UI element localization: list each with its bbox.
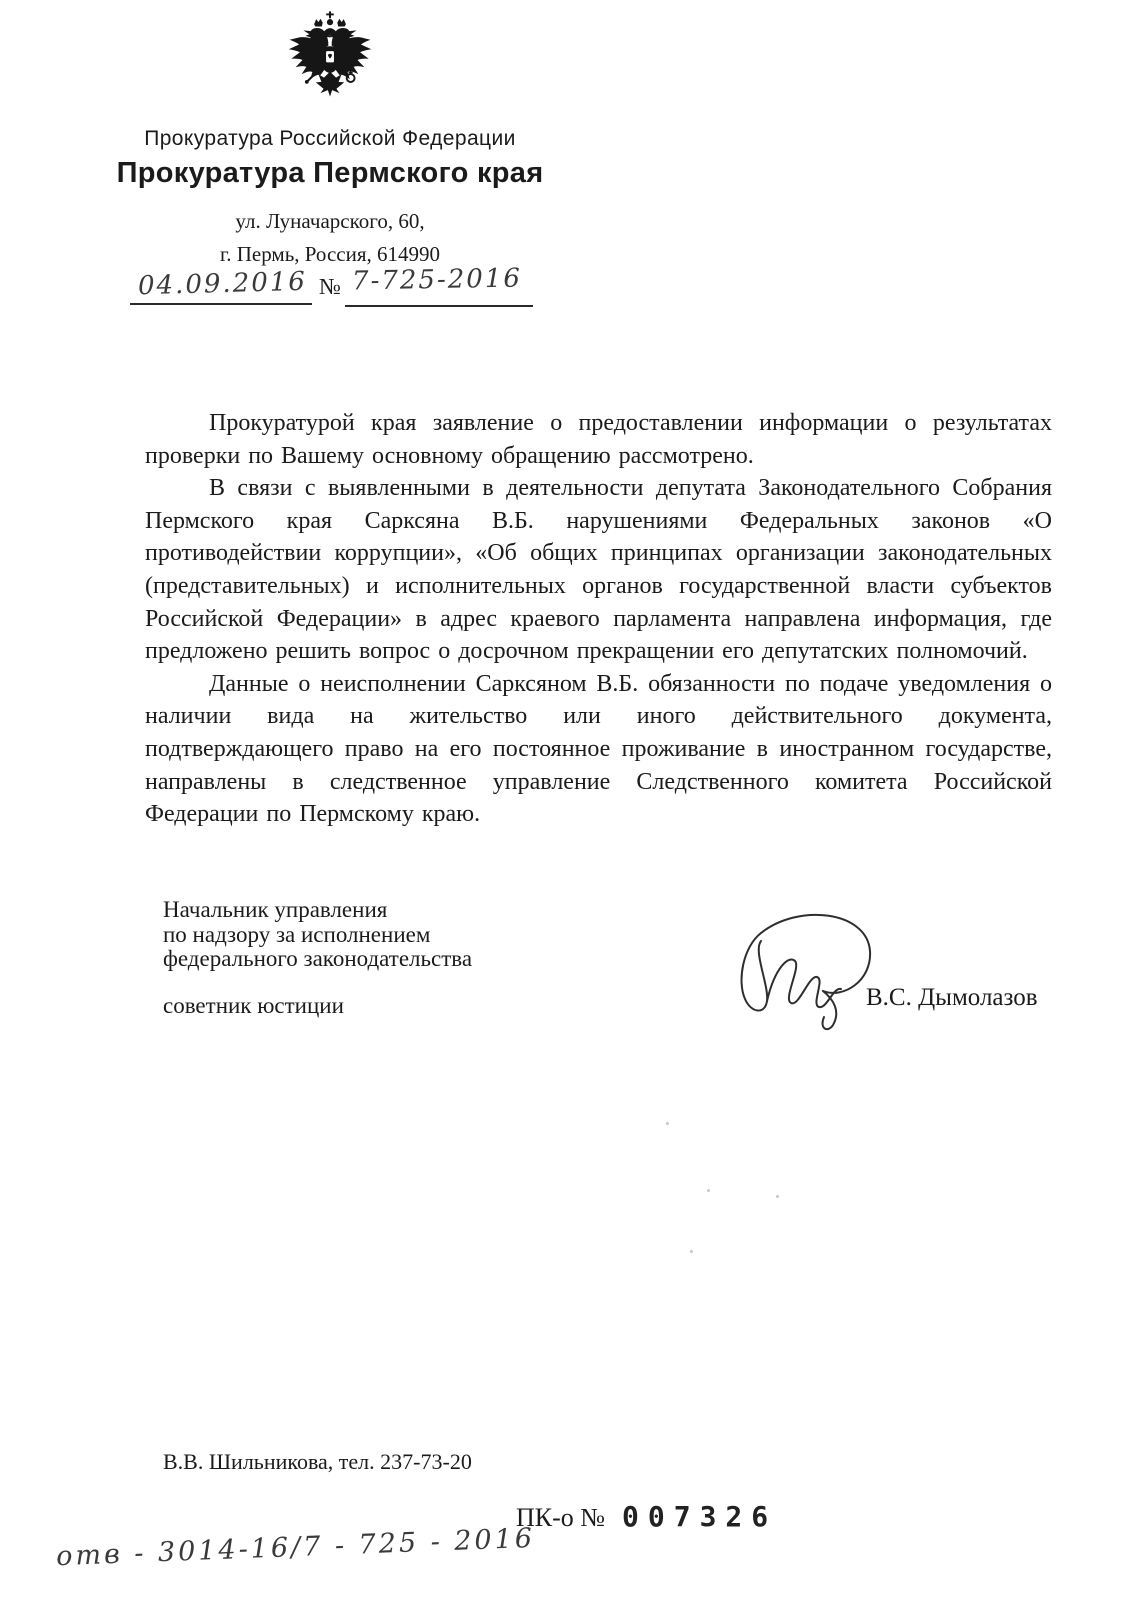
- registration-label: ПК-о №: [516, 1503, 606, 1532]
- address-line-2: г. Пермь, Россия, 614990: [220, 242, 440, 266]
- scan-speck: [690, 1250, 693, 1253]
- signer-rank: советник юстиции: [163, 993, 344, 1018]
- signer-position-line-1: Начальник управления: [163, 897, 388, 922]
- org-title: Прокуратура Пермского края: [116, 157, 544, 189]
- scan-speck: [666, 1122, 669, 1125]
- signer-position-line-2: по надзору за исполнением: [163, 921, 431, 947]
- body-paragraph-3: Данные о неисполнении Сарксяном В.Б. обязанности по подаче уведомления о наличии вида на жительство или иного действительного документа, подтверждающего право на его постоянное проживание в иностранном государстве, направлены в следственное управление Следственного комитета Российской Федерации по Пермскому краю.: [145, 670, 1052, 828]
- number-sign-label: №: [319, 274, 341, 299]
- scan-speck: [776, 1195, 779, 1198]
- number-underline: [345, 305, 533, 307]
- handwritten-date: 04.09.2016: [137, 266, 308, 302]
- registration-stamp-number: 007326: [622, 1500, 778, 1533]
- executor-contact: В.В. Шильникова, тел. 237-73-20: [163, 1449, 472, 1474]
- letter-body: [145, 407, 1052, 831]
- signer-position-line-3: федерального законодательства: [163, 946, 473, 971]
- scan-speck: [707, 1189, 710, 1192]
- handwritten-outgoing-number: 7-725-2016: [351, 263, 523, 297]
- handwritten-filing-note: отв - 3014-16/7 - 725 - 2016: [55, 1522, 536, 1573]
- body-paragraph-1: Прокуратурой края заявление о предоставлении информации о результатах проверки по Вашему основному обращению рассмотрено.: [145, 410, 1052, 469]
- date-underline: [130, 303, 312, 305]
- body-paragraph-2: В связи с выявленными в деятельности депутата Законодательного Собрания Пермского края Сарксяна В.Б. нарушениями Федеральных законов «О противодействии коррупции», «Об общих принципах организации законодательных (представительных) и исполнительных органов государственной власти субъектов Российской Федерации» в адрес краевого парламента направлена информация, где предложено решить вопрос о досрочном прекращении его депутатских полномочий.: [145, 475, 1052, 665]
- parent-org-title: Прокуратура Российской Федерации: [144, 127, 516, 150]
- signer-name: В.С. Дымолазов: [866, 984, 1038, 1011]
- handwritten-signature: [731, 901, 901, 1046]
- signer-position: [163, 898, 583, 972]
- double-headed-eagle-emblem: [287, 10, 373, 116]
- address-line-1: ул. Луначарского, 60,: [235, 209, 425, 233]
